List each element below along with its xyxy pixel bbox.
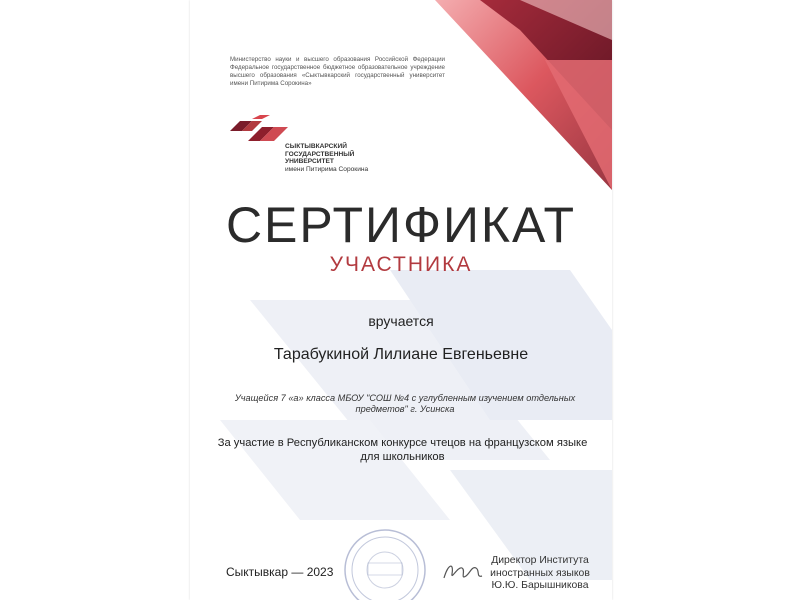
official-seal-icon [340, 525, 430, 600]
university-name-line2: ГОСУДАРСТВЕННЫЙ [285, 150, 355, 158]
awarded-label: вручается [368, 313, 434, 329]
recipient-school: Учащейся 7 «а» класса МБОУ "СОШ №4 с углубленным изучением отдельных предметов" г. Усинска [234, 393, 576, 414]
university-name [285, 143, 405, 173]
university-name-line4: имени Питирима Сорокина [285, 165, 369, 173]
background-decoration [190, 0, 612, 600]
university-name-line1: СЫКТЫВКАРСКИЙ [285, 143, 347, 150]
certificate-title: СЕРТИФИКАТ [225, 197, 577, 253]
director-title-line2: иностранных языков [490, 567, 590, 579]
award-reason: За участие в Республиканском конкурсе чтецов на французском языке для школьников [217, 437, 588, 463]
certificate-page [190, 0, 612, 600]
place-and-year: Сыктывкар — 2023 [226, 565, 334, 579]
ministry-header-text: Министерство науки и высшего образования Российской Федерации Федеральное государственное бюджетное образовательное учреждение высшего образования «Сыктывкарский государственный университет имени Питирима Сорокина» [230, 56, 445, 87]
director-title-line1: Директор Института [491, 555, 589, 566]
university-name-line3: УНИВЕРСИТЕТ [285, 158, 334, 166]
university-logo-icon [230, 115, 290, 149]
certificate-subtitle: УЧАСТНИКА [329, 253, 473, 276]
director-name: Ю.Ю. Барышникова [491, 580, 589, 591]
recipient-name: Тарабукиной Лилиане Евгеньевне [273, 346, 529, 363]
director-block [475, 555, 605, 593]
